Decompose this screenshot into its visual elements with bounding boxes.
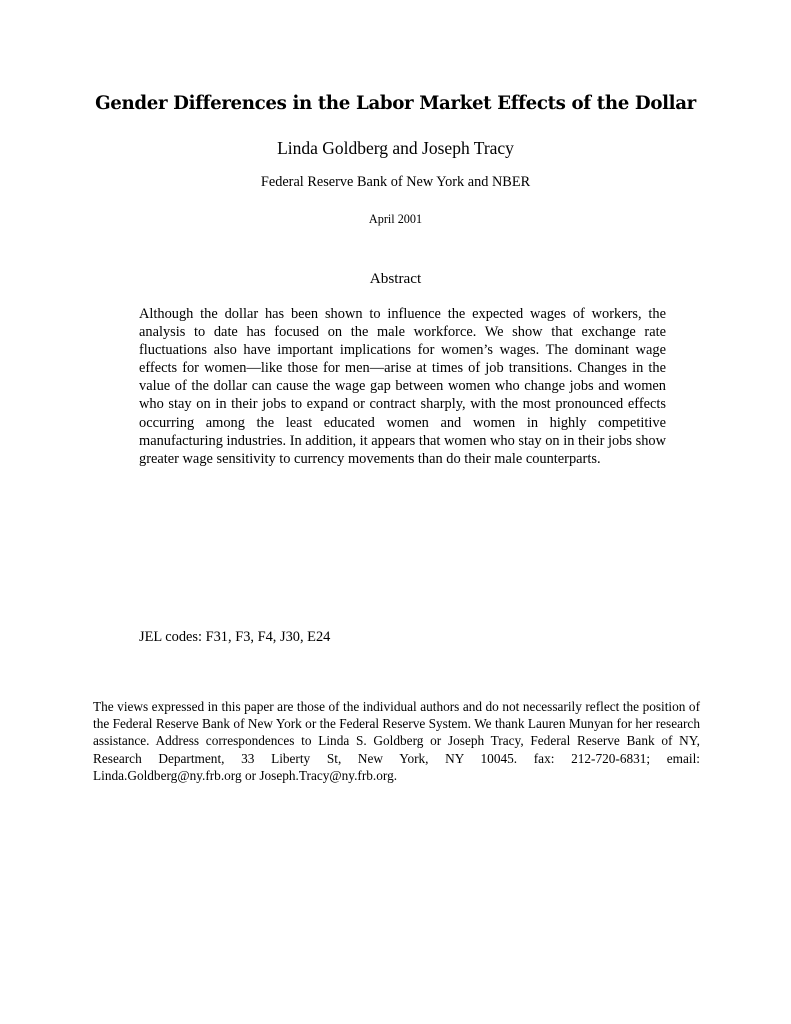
author-names: Linda Goldberg and Joseph Tracy [277, 138, 514, 158]
paper-title: Gender Differences in the Labor Market Effects of the Dollar [95, 93, 696, 114]
abstract-heading: Abstract [369, 270, 422, 287]
footnote: The views expressed in this paper are those of the individual authors and do not necessarily reflect the position of the Federal Reserve Bank of New York or the Federal Reserve System. We thank Lauren Munyan for her research assistance. Address correspondences to Linda S. Goldberg or Joseph Tracy, Federal Reserve Bank of NY, Research Department, 33 Liberty St, New York, NY 10045. fax: 212-720-6831; email: Linda.Goldberg@ny.frb.org or Joseph.Tracy@ny.frb.org. [93, 699, 700, 783]
publication-date: April 2001 [368, 212, 423, 226]
author-affiliation: Federal Reserve Bank of New York and NBER [260, 174, 531, 190]
abstract-body: Although the dollar has been shown to influence the expected wages of workers, the analysis to date has focused on the male workforce. We show that exchange rate fluctuations also have important implications for women’s wages. The dominant wage effects for women—like those for men—arise at times of job transitions. Changes in the value of the dollar can cause the wage gap between women who change jobs and women who stay on in their jobs to expand or contract sharply, with the most pronounced effects occurring among the least educated women and women in highly competitive manufacturing industries. In addition, it appears that women who stay on in their jobs show greater wage sensitivity to currency movements than do their male counterparts. [139, 306, 666, 467]
jel-codes: JEL codes: F31, F3, F4, J30, E24 [139, 629, 331, 645]
